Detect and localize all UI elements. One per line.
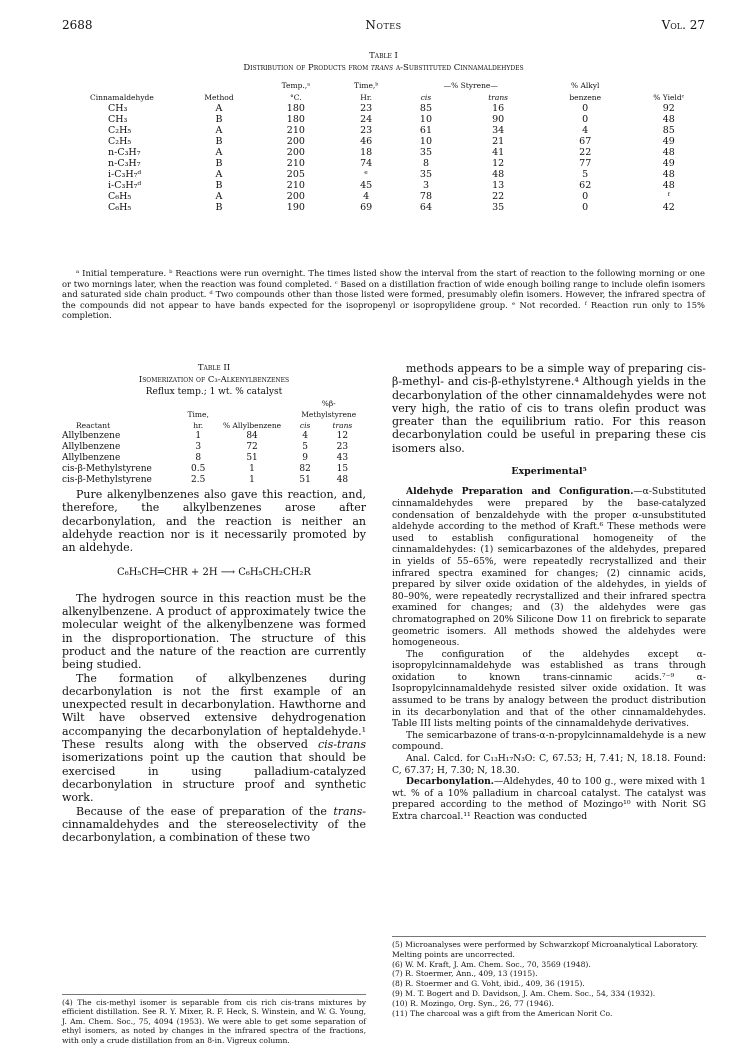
table2-cell-time: 1 bbox=[195, 431, 202, 441]
table1-cell-alkyl: 67 bbox=[579, 136, 592, 147]
table1-cell-cis: 64 bbox=[419, 202, 433, 213]
equation: C₆H₅CH═CHR + 2H ⟶ C₆H₅CH₂CH₂R bbox=[117, 567, 311, 579]
table1-cell-sub: n-C₃H₇ bbox=[108, 147, 141, 158]
col-temp-unit: °C. bbox=[290, 92, 302, 102]
table2-cell-trans: 23 bbox=[336, 442, 349, 452]
table2-cell-trans: 15 bbox=[336, 464, 349, 474]
table1-cell-alkyl: 0 bbox=[582, 114, 589, 125]
table1-cell-time: 23 bbox=[360, 103, 373, 114]
table1-cell-time: 24 bbox=[360, 114, 373, 125]
table2-cell-cis: 82 bbox=[299, 464, 311, 474]
table1-cell-yield: 48 bbox=[662, 180, 675, 191]
table2-cell-reactant: cis-β-Methylstyrene bbox=[62, 475, 152, 485]
table2-cell-time: 8 bbox=[195, 453, 202, 463]
table1-cell-method: A bbox=[215, 191, 223, 202]
table1-cell-sub: n-C₃H₇ bbox=[108, 158, 141, 169]
table1-cell-sub: C₆H₅ bbox=[108, 191, 132, 202]
table2-cell-trans: 12 bbox=[336, 431, 349, 441]
table1-cell-alkyl: 5 bbox=[582, 169, 589, 180]
left-column bbox=[62, 488, 366, 844]
table1-cell-method: B bbox=[215, 202, 223, 213]
table1-cell-sub: i-C₃H₇ᵈ bbox=[108, 180, 142, 191]
table1-cell-method: B bbox=[215, 180, 223, 191]
table1-cell-alkyl: 0 bbox=[582, 202, 589, 213]
right-footnote: (9) M. T. Bogert and D. Davidson, J. Am. Chem. Soc., 54, 334 (1932). bbox=[392, 988, 656, 998]
table1-cell-alkyl: 77 bbox=[579, 158, 592, 169]
col-alkyl2: benzene bbox=[569, 92, 602, 102]
table2-cell-reactant: Allylbenzene bbox=[62, 453, 121, 463]
table2-cell-trans: 48 bbox=[336, 475, 349, 485]
table1-cell-temp: 200 bbox=[286, 191, 305, 202]
table1-cell-alkyl: 62 bbox=[579, 180, 592, 191]
col-temp: Temp.,ᵃ bbox=[281, 81, 311, 90]
table1-cell-time: ᵉ bbox=[364, 169, 368, 180]
table1-cell-alkyl: 22 bbox=[579, 147, 592, 158]
table2-caption: Isomerization of C₃-Alkenylbenzenes bbox=[138, 375, 290, 385]
right-footnote: (6) W. M. Kraft, J. Am. Chem. Soc., 70, 3569 (1948). bbox=[392, 959, 591, 969]
t2-col-time: Time, bbox=[187, 410, 209, 419]
table1-cell-temp: 200 bbox=[286, 136, 305, 147]
table2-row bbox=[62, 431, 366, 442]
right-footnote: (7) R. Stoermer, Ann., 409, 13 (1915). bbox=[392, 969, 538, 979]
table1-cell-trans: 16 bbox=[492, 103, 505, 114]
right-footnotes bbox=[392, 936, 706, 1018]
table1-cell-temp: 180 bbox=[286, 103, 305, 114]
right-paragraph-2: Aldehyde Preparation and Configuration.—α-Substituted cinnamaldehydes were prepared by the base-catalyzed condensation of benzaldehyde with the proper α-unsubstituted aldehyde according to the method of Kraft.⁶ These methods were used to establish configurational homogeneity of the cinnamaldehydes: (1) semicarbazones of the aldehydes, prepared in yields of 55–65%, were repeatedly recrystallized and their infrared spectra examined for changes; (2) cinnamic acids, prepared by silver oxide oxidation of the aldehydes, in yields of 80–90%, were repeatedly recrystallized and their infrared spectra examined for changes; and (3) the aldehydes were gas chromatographed on 20% Silicone Dow 11 on firebrick to separate geometric isomers. All methods showed the aldehydes were homogeneous. bbox=[392, 486, 706, 649]
right-footnote: (11) The charcoal was a gift from the American Norit Co. bbox=[392, 1008, 613, 1018]
table1-caption: Distribution of Products from trans α-Substituted Cinnamaldehydes bbox=[243, 63, 524, 73]
right-paragraph-1: methods appears to be a simple way of preparing cis-β-methyl- and cis-β-ethylstyrene.⁴ Although yields in the decarbonylation of the other cinnamaldehydes were not very high, the ratio of cis to trans olefin product was greater than the equilibrium ratio. For this reason decarbonylation could be useful in preparing these cis isomers also. bbox=[392, 362, 706, 455]
table2-cell-cis: 4 bbox=[302, 431, 308, 441]
left-paragraph-4: Because of the ease of preparation of the trans-cinnamaldehydes and the stereoselectivity of the decarbonylation, a combination of these two bbox=[62, 804, 366, 845]
table1-cell-sub: CH₃ bbox=[108, 103, 128, 114]
table1-footnotes: ᵃ Initial temperature. ᵇ Reactions were run overnight. The times listed show the interval from the start of reaction to the following morning or one or two mornings later, when the reaction was found completed. ᶜ Based on a distillation fraction of wide enough boiling range to include olefin isomers and saturated side chain product. ᵈ Two compounds other than those listed were formed, presumably olefin isomers. However, the infrared spectra of the compounds did not appear to have bands expected for the isopropenyl or isopropylidene group. ᵉ Not recorded. ᶠ Reaction run only to 15% completion. bbox=[62, 268, 705, 321]
t2-col-cis: cis bbox=[299, 421, 311, 430]
table2-cell-cis: 5 bbox=[302, 442, 308, 452]
table1-cell-yield: ᶠ bbox=[667, 191, 670, 202]
table1-cell-time: 18 bbox=[360, 147, 373, 158]
table2-cell-time: 3 bbox=[195, 442, 202, 452]
table1-cell-temp: 210 bbox=[286, 158, 305, 169]
table2-cell-allyl: 72 bbox=[246, 442, 258, 452]
table1-cell-cis: 10 bbox=[419, 114, 433, 125]
table2-cell-reactant: Allylbenzene bbox=[62, 442, 121, 452]
table2-cell-allyl: 1 bbox=[249, 464, 255, 474]
table1-cell-time: 69 bbox=[360, 202, 373, 213]
right-paragraph-3: The configuration of the aldehydes except α-isopropylcinnamaldehyde was established as trans through oxidation to known trans-cinnamic acids.⁷⁻⁹ α-Isopropylcinnamaldehyde resisted silver oxide oxidation. It was assumed to be trans by analogy between the product distribution in its decarbonylation and that of the other cinnamaldehydes. Table III lists melting points of the cinnamaldehyde derivatives. bbox=[392, 648, 706, 730]
col-yield: % Yieldᶜ bbox=[653, 92, 685, 102]
table1-cell-trans: 21 bbox=[492, 136, 505, 147]
table2-cell-trans: 43 bbox=[336, 453, 349, 463]
table2 bbox=[62, 398, 366, 486]
table1-cell-method: A bbox=[215, 169, 223, 180]
right-footnote: (8) R. Stoermer and G. Voht, ibid., 409, 36 (1915). bbox=[392, 979, 585, 989]
t2-col-time-unit: hr. bbox=[193, 421, 204, 430]
table2-cell-allyl: 51 bbox=[246, 453, 258, 463]
running-header bbox=[62, 18, 705, 36]
t2-col-methyl2: Methylstyrene bbox=[301, 410, 357, 419]
page-number: 2688 bbox=[62, 18, 93, 32]
col-cis: cis bbox=[420, 92, 432, 102]
table2-cell-time: 2.5 bbox=[191, 475, 206, 485]
table1-cell-method: B bbox=[215, 114, 223, 125]
table2-row bbox=[62, 464, 366, 475]
table2-cell-reactant: cis-β-Methylstyrene bbox=[62, 464, 152, 474]
table1-cell-cis: 61 bbox=[419, 125, 433, 136]
right-paragraph-6: Decarbonylation.—Aldehydes, 40 to 100 g., were mixed with 1 wt. % of a 10% palladium in charcoal catalyst. The catalyst was prepared according to the method of Mozingo¹⁰ with Norit SG Extra charcoal.¹¹ Reaction was conducted bbox=[392, 776, 706, 822]
table1-title bbox=[62, 50, 705, 74]
table1 bbox=[90, 80, 710, 213]
section-title: Notes bbox=[365, 18, 402, 32]
table1-cell-yield: 48 bbox=[662, 147, 675, 158]
t2-col-reactant: Reactant bbox=[76, 421, 111, 430]
table1-cell-yield: 48 bbox=[662, 169, 675, 180]
table2-subcaption: Reflux temp.; 1 wt. % catalyst bbox=[145, 387, 283, 397]
table1-cell-cis: 78 bbox=[419, 191, 433, 202]
col-styrene: —% Styrene— bbox=[443, 81, 498, 90]
left-paragraph-2: The hydrogen source in this reaction must be the alkenylbenzene. A product of approximately twice the molecular weight of the alkenylbenzene was formed in the disproportionation. The structure of this product and the nature of the reaction are currently being studied. bbox=[62, 591, 366, 672]
table1-cell-trans: 34 bbox=[492, 125, 505, 136]
col-cinnamaldehyde: Cinnamaldehyde bbox=[90, 92, 154, 102]
t2-col-trans: trans bbox=[332, 421, 353, 430]
col-alkyl: % Alkyl bbox=[570, 81, 600, 90]
table1-cell-trans: 12 bbox=[492, 158, 505, 169]
table1-row bbox=[90, 103, 710, 114]
table1-cell-temp: 210 bbox=[286, 125, 305, 136]
right-paragraph-4: The semicarbazone of trans-α-n-propylcinnamaldehyde is a new compound. bbox=[392, 729, 706, 753]
table1-cell-trans: 41 bbox=[492, 147, 505, 158]
table1-cell-temp: 210 bbox=[286, 180, 305, 191]
table2-cell-reactant: Allylbenzene bbox=[62, 431, 121, 441]
table2-label: Table II bbox=[197, 363, 231, 373]
right-paragraph-5: Anal. Calcd. for C₁₃H₁₇N₃O: C, 67.53; H, 7.41; N, 18.18. Found: C, 67.37; H, 7.30; N, 18.30. bbox=[392, 753, 706, 776]
volume-label: Vol. 27 bbox=[661, 18, 705, 32]
table2-row bbox=[62, 442, 366, 453]
t2-col-allyl: % Allylbenzene bbox=[223, 421, 282, 430]
table1-row bbox=[90, 169, 710, 180]
table1-row bbox=[90, 114, 710, 125]
table1-cell-alkyl: 0 bbox=[582, 191, 589, 202]
table1-cell-yield: 48 bbox=[662, 114, 675, 125]
table2-body bbox=[62, 431, 366, 486]
col-trans: trans bbox=[488, 92, 509, 102]
left-paragraph-1: Pure alkenylbenzenes also gave this reaction, and, therefore, the alkylbenzenes arose after decarbonylation, and the reaction is neither an aldehyde reaction nor is it necessarily promoted by an aldehyde. bbox=[62, 488, 366, 555]
table1-cell-yield: 49 bbox=[662, 136, 675, 147]
table1-row bbox=[90, 136, 710, 147]
table1-cell-cis: 85 bbox=[419, 103, 433, 114]
table1-cell-method: B bbox=[215, 136, 223, 147]
table1-row bbox=[90, 202, 710, 213]
table2-row bbox=[62, 475, 366, 486]
table1-cell-trans: 22 bbox=[492, 191, 505, 202]
table1-cell-time: 45 bbox=[360, 180, 373, 191]
table2-cell-time: 0.5 bbox=[191, 464, 206, 474]
table1-cell-method: B bbox=[215, 158, 223, 169]
right-footnote: (10) R. Mozingo, Org. Syn., 26, 77 (1946). bbox=[392, 998, 554, 1008]
table1-cell-method: A bbox=[215, 103, 223, 114]
table1-cell-trans: 13 bbox=[492, 180, 505, 191]
t2-col-methyl1: %β- bbox=[321, 399, 336, 408]
right-column bbox=[392, 362, 706, 823]
table1-cell-cis: 10 bbox=[419, 136, 433, 147]
col-time: Time,ᵇ bbox=[353, 81, 379, 90]
col-time-unit: Hr. bbox=[360, 92, 372, 102]
table1-cell-time: 46 bbox=[360, 136, 373, 147]
experimental-body bbox=[392, 486, 706, 822]
table2-cell-allyl: 1 bbox=[249, 475, 255, 485]
table1-cell-yield: 49 bbox=[662, 158, 675, 169]
table1-cell-yield: 42 bbox=[662, 202, 675, 213]
table1-cell-method: A bbox=[215, 125, 223, 136]
col-method: Method bbox=[204, 92, 234, 102]
table1-row bbox=[90, 180, 710, 191]
experimental-heading: Experimental⁵ bbox=[511, 466, 587, 478]
table1-cell-trans: 48 bbox=[492, 169, 505, 180]
table1-cell-sub: C₆H₅ bbox=[108, 202, 132, 213]
right-footnote: (5) Microanalyses were performed by Schwarzkopf Microanalytical Laboratory. Melting points are uncorrected. bbox=[392, 940, 699, 959]
table1-cell-trans: 35 bbox=[492, 202, 505, 213]
table2-row bbox=[62, 453, 366, 464]
left-paragraph-3: The formation of alkylbenzenes during decarbonylation is not the first example of an unexpected result in decarbonylation. Hawthorne and Wilt have observed extensive dehydrogenation accompanying the decarbonylation of heptaldehyde.¹ These results along with the observed cis-trans isomerizations point up the caution that should be exercised in using palladium-catalyzed decarbonylation in structure proof and synthetic work. bbox=[62, 671, 366, 805]
table1-cell-trans: 90 bbox=[492, 114, 505, 125]
table1-body bbox=[90, 103, 710, 213]
table1-cell-alkyl: 0 bbox=[582, 103, 589, 114]
table1-cell-sub: C₂H₅ bbox=[108, 125, 132, 136]
table2-cell-cis: 51 bbox=[299, 475, 311, 485]
table1-cell-cis: 8 bbox=[422, 158, 429, 169]
table1-label: Table I bbox=[369, 51, 398, 61]
table1-row bbox=[90, 158, 710, 169]
table1-cell-temp: 205 bbox=[286, 169, 305, 180]
table1-cell-alkyl: 4 bbox=[582, 125, 589, 136]
table2-cell-cis: 9 bbox=[302, 453, 308, 463]
table1-cell-cis: 35 bbox=[419, 147, 433, 158]
table1-cell-temp: 190 bbox=[286, 202, 305, 213]
table1-cell-temp: 200 bbox=[286, 147, 305, 158]
table2-title bbox=[62, 362, 366, 398]
table1-cell-yield: 85 bbox=[662, 125, 675, 136]
table1-cell-yield: 92 bbox=[662, 103, 675, 114]
left-footnote-4: (4) The cis-methyl isomer is separable from cis rich cis-trans mixtures by efficient distillation. See R. Y. Mixer, R. F. Heck, S. Winstein, and W. G. Young, J. Am. Chem. Soc., 75, 4094 (1953). We were able to get some separation of ethyl isomers, as noted by changes in the infrared spectra of the fractions, with only a crude distillation from an 8-in. Vigreux column. bbox=[62, 994, 366, 1045]
table1-cell-temp: 180 bbox=[286, 114, 305, 125]
table1-cell-sub: i-C₃H₇ᵈ bbox=[108, 169, 142, 180]
table1-cell-cis: 35 bbox=[419, 169, 433, 180]
table1-row bbox=[90, 191, 710, 202]
table1-cell-time: 23 bbox=[360, 125, 373, 136]
table1-cell-cis: 3 bbox=[422, 180, 429, 191]
table1-cell-sub: CH₃ bbox=[108, 114, 128, 125]
table2-cell-allyl: 84 bbox=[246, 431, 258, 441]
table1-cell-time: 74 bbox=[360, 158, 373, 169]
table1-cell-method: A bbox=[215, 147, 223, 158]
table1-row bbox=[90, 147, 710, 158]
table1-cell-sub: C₂H₅ bbox=[108, 136, 132, 147]
table1-cell-time: 4 bbox=[363, 191, 370, 202]
table1-row bbox=[90, 125, 710, 136]
